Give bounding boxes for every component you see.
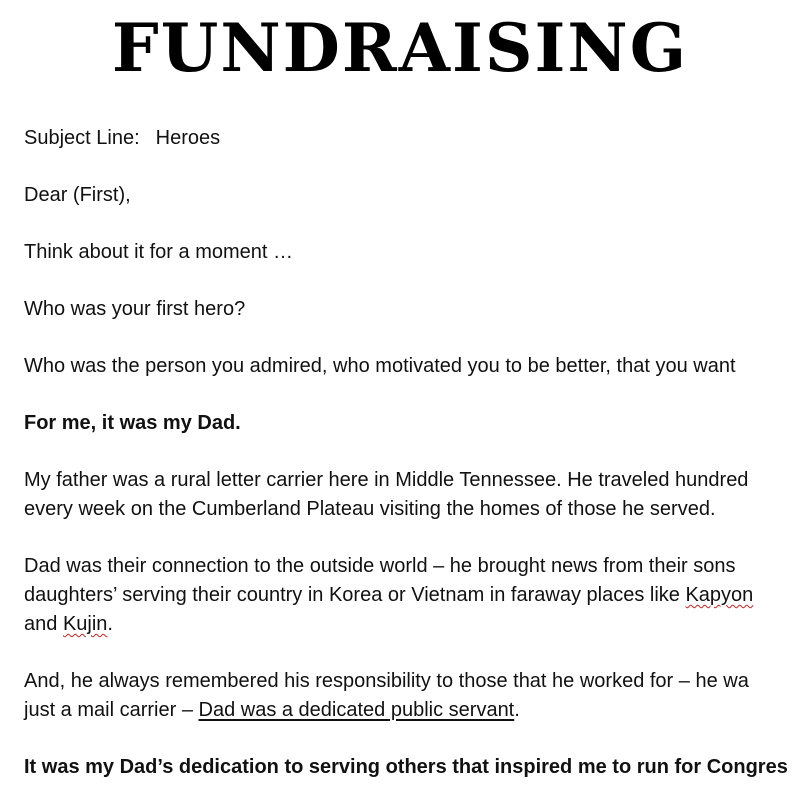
paragraph-inspired: It was my Dad’s dedication to serving others that inspired me to run for Congres <box>24 756 788 778</box>
letter-body <box>24 124 800 810</box>
paragraph-admired: Who was the person you admired, who motivated you to be better, that you want <box>24 355 736 377</box>
paragraph-responsibility <box>24 667 800 725</box>
responsibility-line-2-period: . <box>514 699 520 721</box>
connection-line-3-text: and <box>24 613 63 635</box>
paragraph-connection-line-1: Dad was their connection to the outside world – he brought news from their sons <box>24 555 736 577</box>
connection-line-2-text: daughters’ serving their country in Korea or Vietnam in faraway places like <box>24 584 686 606</box>
underlined-phrase: Dad was a dedicated public servant <box>198 699 515 721</box>
paragraph-connection <box>24 552 800 639</box>
responsibility-line-2-text: just a mail carrier – <box>24 699 199 721</box>
paragraph-responsibility-line-2 <box>24 696 800 725</box>
paragraph-connection-line-2 <box>24 581 800 610</box>
paragraph-for-me: For me, it was my Dad. <box>24 412 241 434</box>
paragraph-connection-line-3 <box>24 610 800 639</box>
paragraph-think: Think about it for a moment … <box>24 241 294 263</box>
subject-line <box>24 124 800 153</box>
page-title: FUNDRAISING <box>111 9 689 87</box>
paragraph-father <box>24 466 800 524</box>
paragraph-responsibility-line-1: And, he always remembered his responsibility to those that he worked for – he wa <box>24 670 749 692</box>
connection-line-3-period: . <box>107 613 113 635</box>
misspelled-word-kujin: Kujin <box>62 613 108 635</box>
paragraph-father-line-2: every week on the Cumberland Plateau visiting the homes of those he served. <box>24 498 716 520</box>
paragraph-first-hero: Who was your first hero? <box>24 298 246 320</box>
paragraph-father-line-1: My father was a rural letter carrier here in Middle Tennessee. He traveled hundred <box>24 469 749 491</box>
salutation: Dear (First), <box>24 184 131 206</box>
subject-label: Subject Line: <box>24 127 140 149</box>
misspelled-word-kapyon: Kapyon <box>685 584 754 606</box>
subject-value: Heroes <box>155 127 221 149</box>
